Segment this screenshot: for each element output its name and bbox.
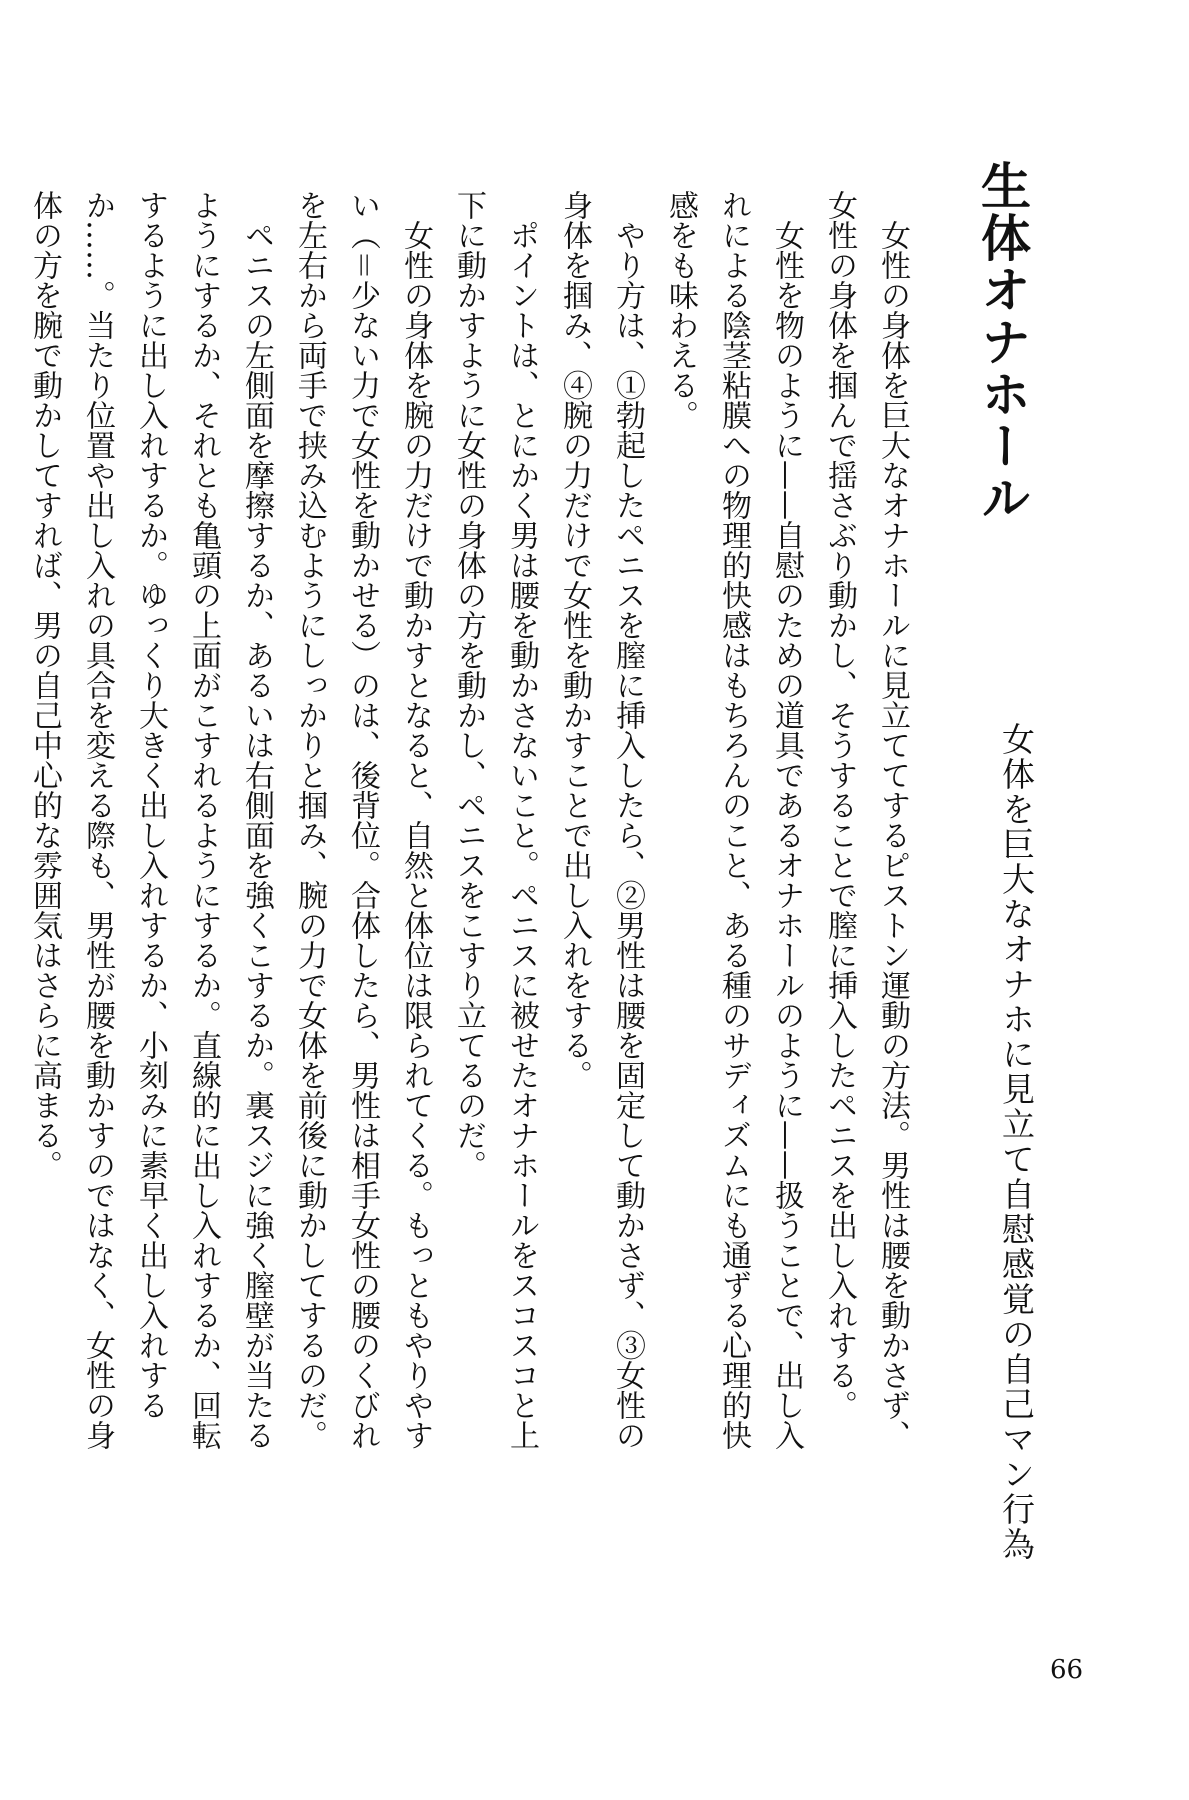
paragraph: 女性の身体を腕の力だけで動かすとなると、自然と体位は限られてくる。もっともやりやすい（＝少ない力で女性を動かせる）のは、後背位。合体したら、男性は相手女性の腰のくびれを左右から両手で挟み込むようにしっかりと掴み、腕の力で女体を前後に動かしてするのだ。	[292, 190, 433, 1450]
paragraph: 女性の身体を巨大なオナホールに見立ててするピストン運動の方法。男性は腰を動かさず、女性の身体を掴んで揺さぶり動かし、そうすることで膣に挿入したペニスを出し入れする。	[822, 190, 910, 1450]
paragraph: 女性を物のように——自慰のための道具であるオナホールのように——扱うことで、出し入れによる陰茎粘膜への物理的快感はもちろんのこと、ある種のサディズムにも通ずる心理的快感をも味わえる。	[663, 190, 804, 1450]
page-subtitle: 女体を巨大なオナホに見立て自慰感覚の自己マン行為	[997, 722, 1036, 1562]
page-title: 生体オナホール	[973, 160, 1031, 524]
paragraph: ポイントは、とにかく男は腰を動かさないこと。ペニスに被せたオナホールをスコスコと上下に動かすように女性の身体の方を動かし、ペニスをこすり立てるのだ。	[451, 190, 539, 1450]
paragraph: ペニスの左側面を摩擦するか、あるいは右側面を強くこするか。裏スジに強く膣壁が当たるようにするか、それとも亀頭の上面がこすれるようにするか。直線的に出し入れするか、回転するように出し入れするか。ゆっくり大きく出し入れするか、小刻みに素早く出し入れするか……。当たり位置や出し入れの具合を変える際も、男性が腰を動かすのではなく、女性の身体の方を腕で動かしてすれば、男の自己中心的な雰囲気はさらに高まる。	[27, 190, 274, 1450]
paragraph: やり方は、①勃起したペニスを膣に挿入したら、②男性は腰を固定して動かさず、③女性の身体を掴み、④腕の力だけで女性を動かすことで出し入れをする。	[557, 190, 645, 1450]
body-text	[18, 190, 919, 1450]
page-number: 66	[1050, 1655, 1084, 1685]
